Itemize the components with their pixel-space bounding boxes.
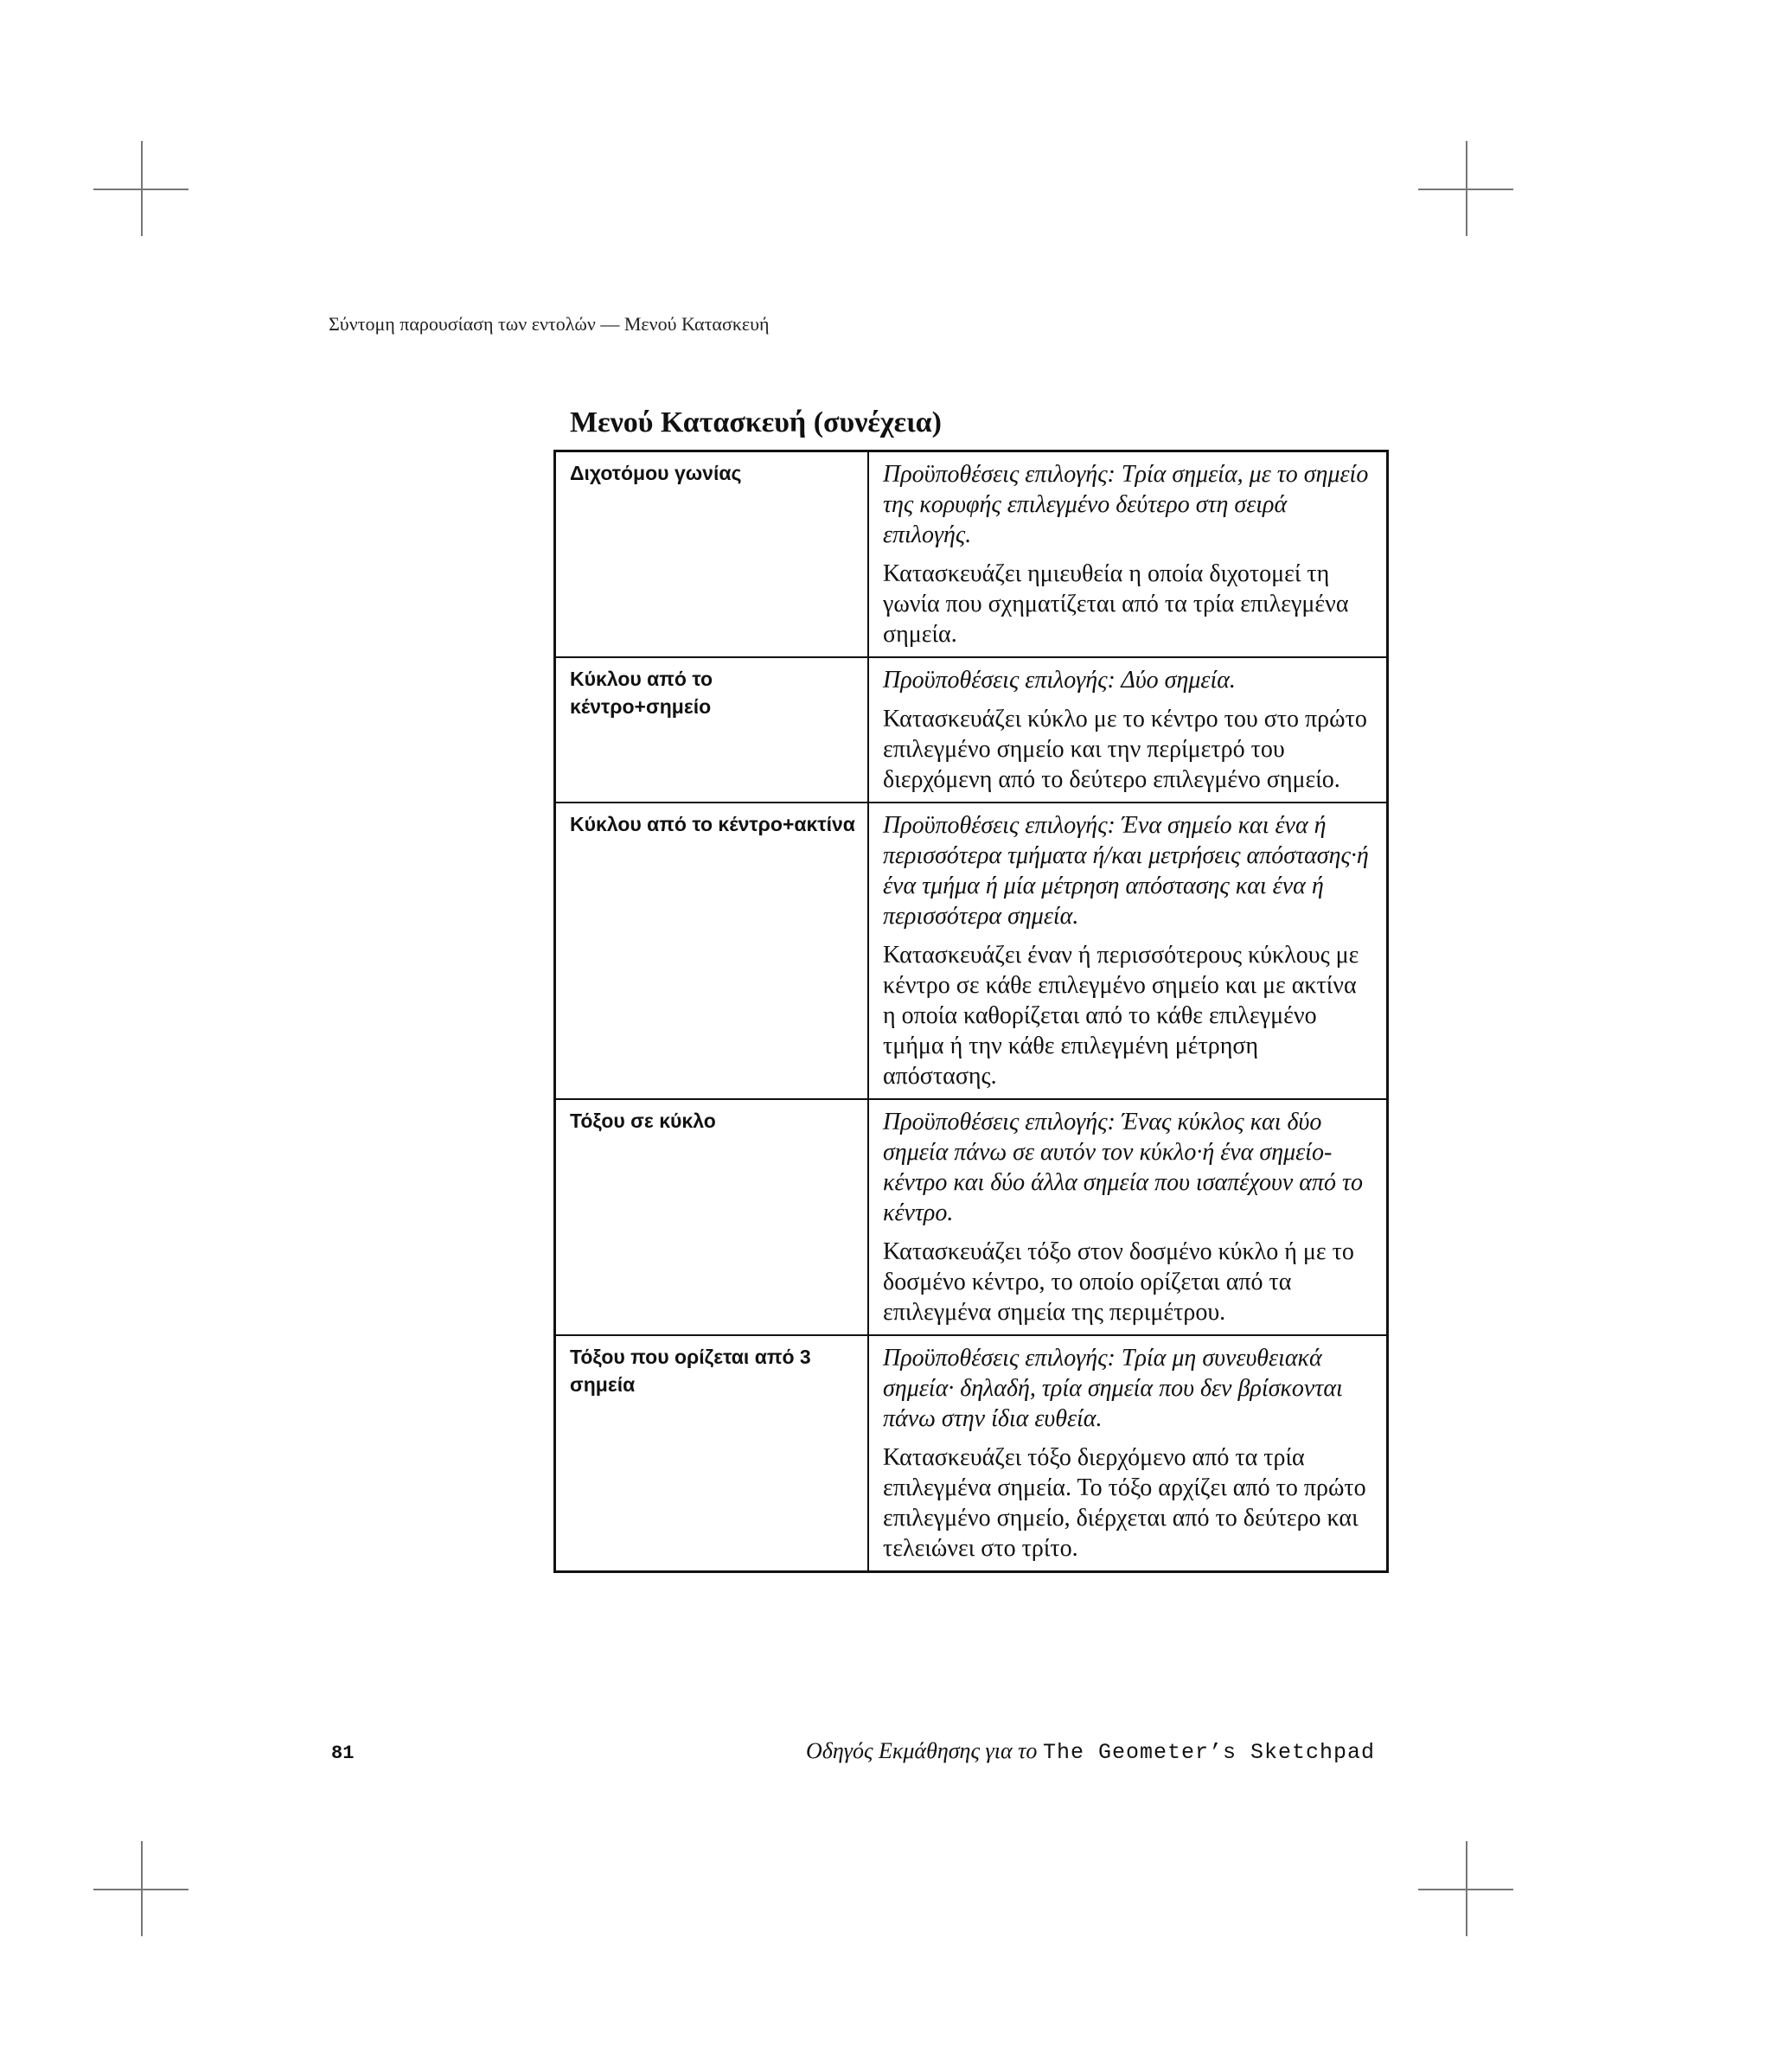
crop-mark-top-right-v [1466,141,1467,236]
running-head: Σύντομη παρουσίαση των εντολών — Μενού Κατασκευή [329,313,770,335]
table-row [555,1099,1388,1335]
table-row [555,451,1388,658]
command-description: Κατασκευάζει ημιευθεία η οποία διχοτομεί τη γωνία που σχηματίζεται από τα τρία επιλεγμένα σημεία. [883,560,1349,648]
command-description: Κατασκευάζει έναν ή περισσότερους κύκλους με κέντρο σε κάθε επιλεγμένο σημείο και με ακτίνα η οποία καθορίζεται από το κάθε επιλεγμένο τμήμα ή την κάθε επιλεγμένη μέτρηση απόστασης. [883,942,1359,1090]
selection-prerequisite: Προϋποθέσεις επιλογής: Ένας κύκλος και δύο σημεία πάνω σε αυτόν τον κύκλο·ή ένα σημείο-κέντρο και δύο άλλα σημεία που ισαπέχουν από το κέντρο. [883,1109,1364,1226]
crop-mark-bottom-left-v [141,1841,143,1936]
command-table [553,450,1389,1573]
command-details [868,451,1388,658]
selection-prerequisite: Προϋποθέσεις επιλογής: Ένα σημείο και ένα ή περισσότερα τμήματα ή/και μετρήσεις απόστασης·ή ένα τμήμα ή μία μέτρηση απόστασης και ένα ή περισσότερα σημεία. [883,812,1369,930]
table-row [555,657,1388,803]
command-name: Τόξου σε κύκλο [555,1099,869,1335]
command-description: Κατασκευάζει τόξο διερχόμενο από τα τρία επιλεγμένα σημεία. Το τόξο αρχίζει από το πρώτο επιλεγμένο σημείο, διέρχεται από το δεύτερο και τελειώνει στο τρίτο. [883,1444,1366,1562]
footer-book-title [806,1738,1375,1765]
selection-prerequisite: Προϋποθέσεις επιλογής: Τρία μη συνευθειακά σημεία· δηλαδή, τρία σημεία που δεν βρίσκονται πάνω στην ίδια ευθεία. [883,1345,1343,1432]
command-details [868,803,1388,1099]
crop-mark-bottom-right-v [1466,1841,1467,1936]
command-name: Διχοτόμου γωνίας [555,451,869,658]
command-details [868,1099,1388,1335]
footer-product-name: The Geometer’s Sketchpad [1042,1740,1375,1765]
command-description: Κατασκευάζει τόξο στον δοσμένο κύκλο ή με το δοσμένο κέντρο, το οποίο ορίζεται από τα επιλεγμένα σημεία της περιμέτρου. [883,1238,1354,1326]
command-name: Τόξου που ορίζεται από 3 σημεία [555,1335,869,1572]
command-details [868,657,1388,803]
command-description: Κατασκευάζει κύκλο με το κέντρο του στο πρώτο επιλεγμένο σημείο και την περίμετρό του διερχόμενη από το δεύτερο επιλεγμένο σημείο. [883,706,1367,793]
command-name: Κύκλου από το κέντρο+ακτίνα [555,803,869,1099]
footer-title-prefix: Οδηγός Εκμάθησης για το [805,1738,1038,1763]
selection-prerequisite: Προϋποθέσεις επιλογής: Δύο σημεία. [883,667,1236,694]
command-details [868,1335,1388,1572]
section-title: Μενού Κατασκευή (συνέχεια) [570,406,942,438]
page-number: 81 [331,1743,355,1764]
crop-mark-top-left-v [141,141,143,236]
selection-prerequisite: Προϋποθέσεις επιλογής: Τρία σημεία, με το σημείο της κορυφής επιλεγμένο δεύτερο στη σειρά επιλογής. [883,461,1369,548]
table-row [555,1335,1388,1572]
command-name: Κύκλου από το κέντρο+σημείο [555,657,869,803]
table-row [555,803,1388,1099]
